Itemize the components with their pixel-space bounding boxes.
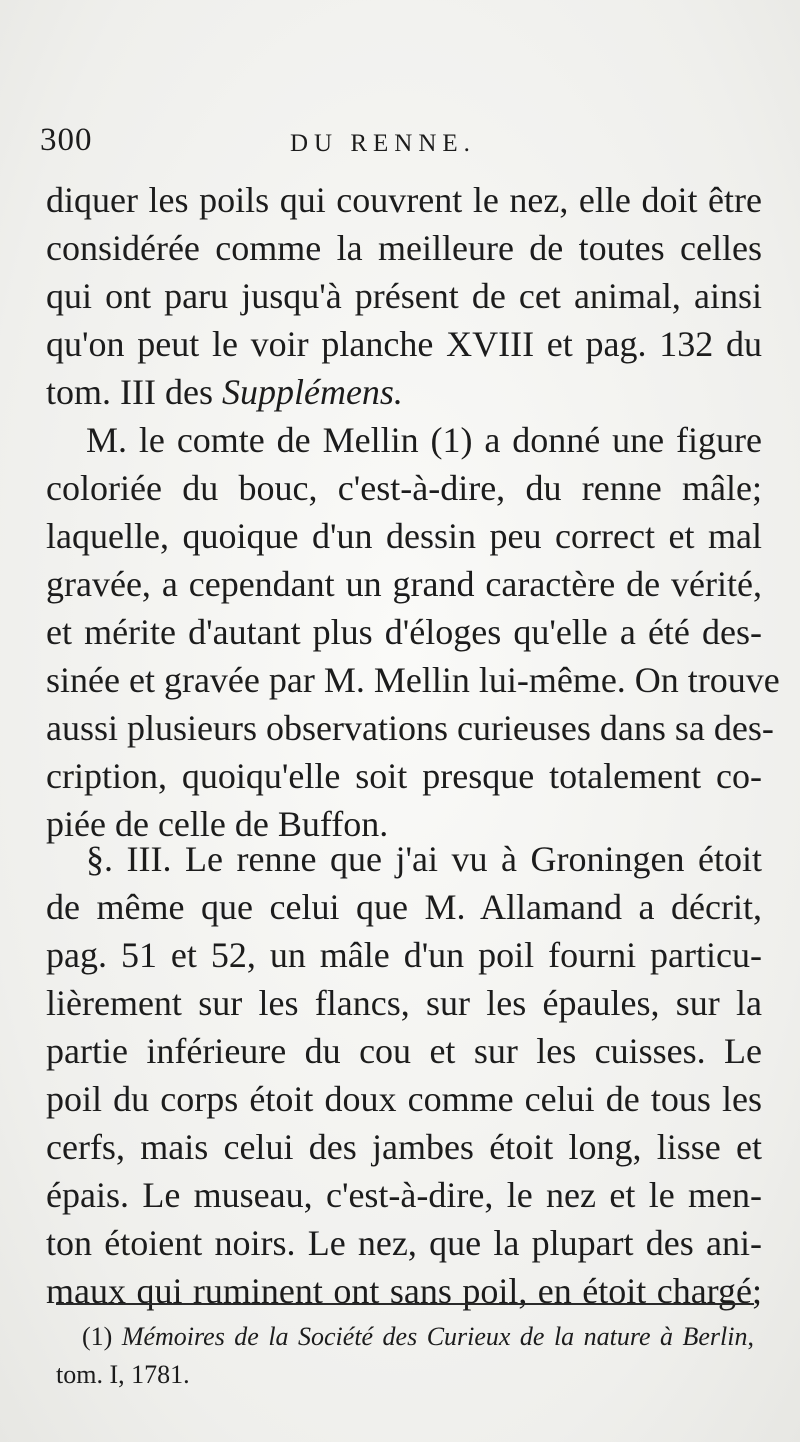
running-head: DU RENNE. (290, 130, 476, 157)
text-line: coloriée du bouc, c'est-à-dire, du renne mâle; (46, 468, 762, 508)
text-line: sinée et gravée par M. Mellin lui-même. On trouve (46, 660, 780, 700)
text-line: épais. Le museau, c'est-à-dire, le nez et le men- (46, 1175, 762, 1215)
text-line: cerfs, mais celui des jambes étoit long, lisse et (46, 1127, 762, 1167)
footnote-line: tom. I, 1781. (56, 1360, 190, 1389)
text-line: partie inférieure du cou et sur les cuisses. Le (46, 1031, 762, 1071)
text-line: de même que celui que M. Allamand a décrit, (46, 887, 762, 927)
text-line: aussi plusieurs observations curieuses dans sa des- (46, 708, 774, 748)
text-line: M. le comte de Mellin (1) a donné une figure (86, 420, 762, 460)
text-line: pag. 51 et 52, un mâle d'un poil fourni particu- (46, 935, 762, 975)
text-line: piée de celle de Buffon. (46, 804, 389, 844)
text-line: et mérite d'autant plus d'éloges qu'elle a été des- (46, 612, 762, 652)
text-line: poil du corps étoit doux comme celui de tous les (46, 1079, 762, 1119)
text-line: laquelle, quoique d'un dessin peu correct et mal (46, 516, 762, 556)
footnote-title: Mémoires de la Société des Curieux de la nature à Berlin (121, 1322, 748, 1351)
text-line: ton étoient noirs. Le nez, que la plupart des ani- (46, 1223, 762, 1263)
text-line: diquer les poils qui couvrent le nez, elle doit être (46, 180, 762, 220)
main-text (46, 176, 780, 848)
text-line: §. III. Le renne que j'ai vu à Groningen étoit (86, 839, 762, 879)
footnote-comma: , (747, 1322, 755, 1351)
section-paragraph (46, 835, 762, 1315)
page-number: 300 (40, 122, 93, 158)
footnote-rule (56, 1303, 754, 1305)
footnote-line (56, 1318, 754, 1356)
text-line: considérée comme la meilleure de toutes celles (46, 228, 762, 268)
footnote (56, 1318, 754, 1394)
footnote-marker: (1) (82, 1322, 113, 1351)
italic-title: Supplémens. (221, 372, 403, 412)
text-line: qui ont paru jusqu'à présent de cet animal, ainsi (46, 276, 762, 316)
text-line: cription, quoiqu'elle soit presque totalement co- (46, 756, 762, 796)
text-line: qu'on peut le voir planche XVIII et pag. 132 du (46, 324, 762, 364)
text-line: gravée, a cependant un grand caractère de vérité, (46, 564, 762, 604)
text-segment: tom. III des (46, 372, 213, 412)
text-line (46, 368, 762, 416)
page-header (40, 122, 760, 172)
text-line: maux qui ruminent ont sans poil, en étoit chargé; (46, 1271, 762, 1311)
text-line: lièrement sur les flancs, sur les épaules, sur la (46, 983, 762, 1023)
